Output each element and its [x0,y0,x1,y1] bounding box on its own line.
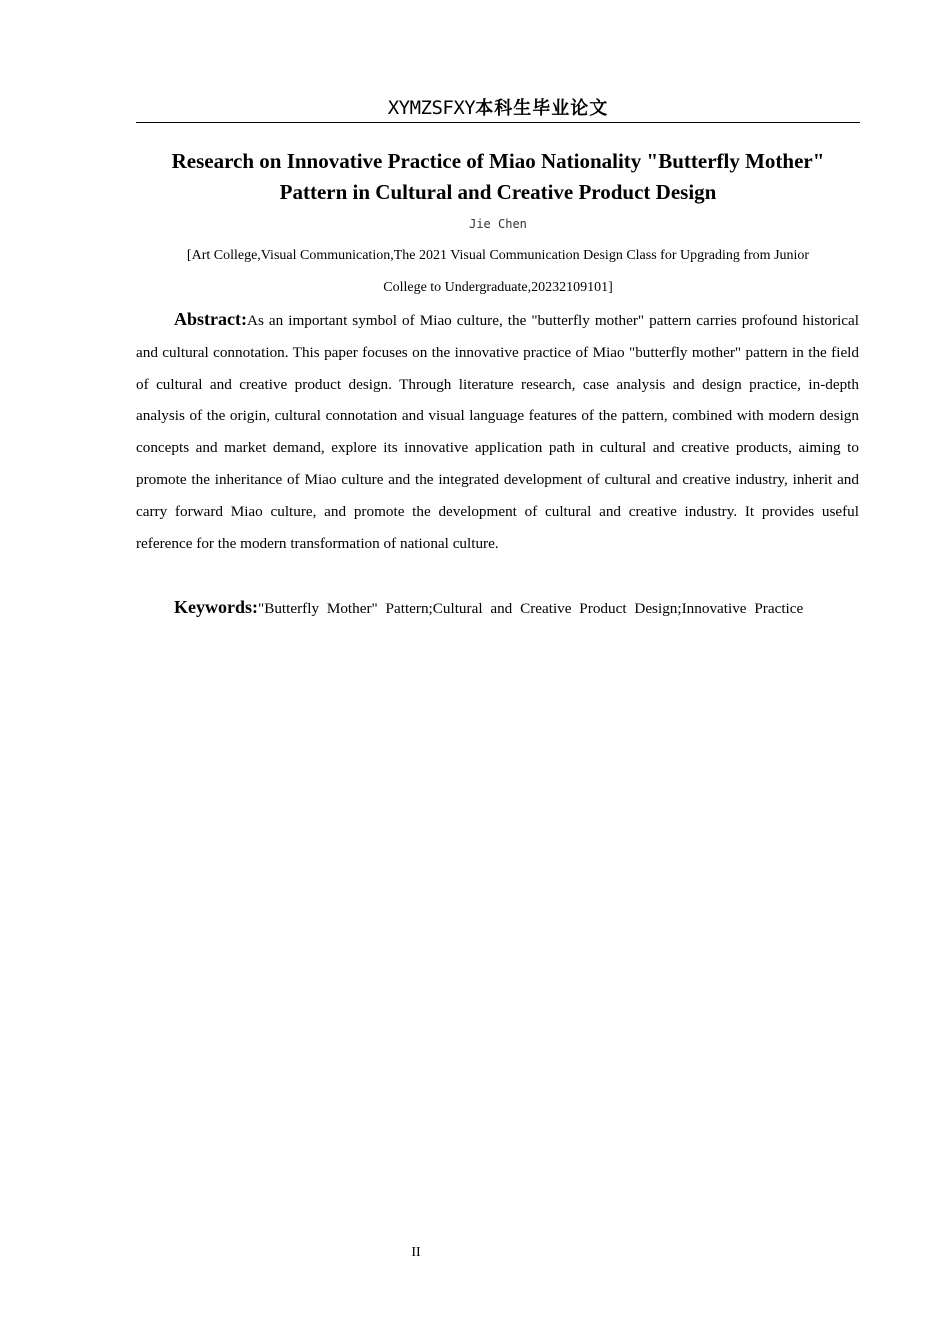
abstract-paragraph [136,304,859,559]
paper-title [136,146,860,208]
keywords-text: "Butterfly Mother" Pattern;Cultural and Creative Product Design;Innovative Practice [258,600,804,617]
author-name: Jie Chen [469,217,527,231]
affiliation-line-2: College to Undergraduate,20232109101] [383,280,613,295]
header-institution-code: XYMZSFXY [387,97,476,119]
author-affiliation [136,240,860,304]
abstract-text: As an important symbol of Miao culture, the "butterfly mother" pattern carries profound historical and cultural connotation. This paper focuses on the innovative practice of Miao "butterfly mother" pattern in the field of cultural and creative product design. Through literature research, case analysis and design practice, in-depth analysis of the origin, cultural connotation and visual language features of the pattern, combined with modern design concepts and market demand, explore its innovative application path in cultural and creative products, aiming to promote the inheritance of Miao culture and the integrated development of cultural and creative industry, inherit and carry forward Miao culture, and promote the development of cultural and creative industry. It provides useful reference for the modern transformation of national culture. [136,312,859,552]
abstract-label: Abstract: [174,309,247,329]
affiliation-line-1: [Art College,Visual Communication,The 2021 Visual Communication Design Class for Upgrading from Junior [186,248,810,263]
header-thesis-type: 本科生毕业论文 [475,98,609,119]
paper-title-line-1: Research on Innovative Practice of Miao Nationality "Butterfly Mother" [171,149,825,173]
paper-title-line-2: Pattern in Cultural and Creative Product Design [279,180,717,204]
running-header [136,92,860,122]
keywords-paragraph [136,592,836,625]
page-number: II [411,1245,421,1260]
keywords-label: Keywords: [174,597,258,617]
header-rule [136,122,860,123]
